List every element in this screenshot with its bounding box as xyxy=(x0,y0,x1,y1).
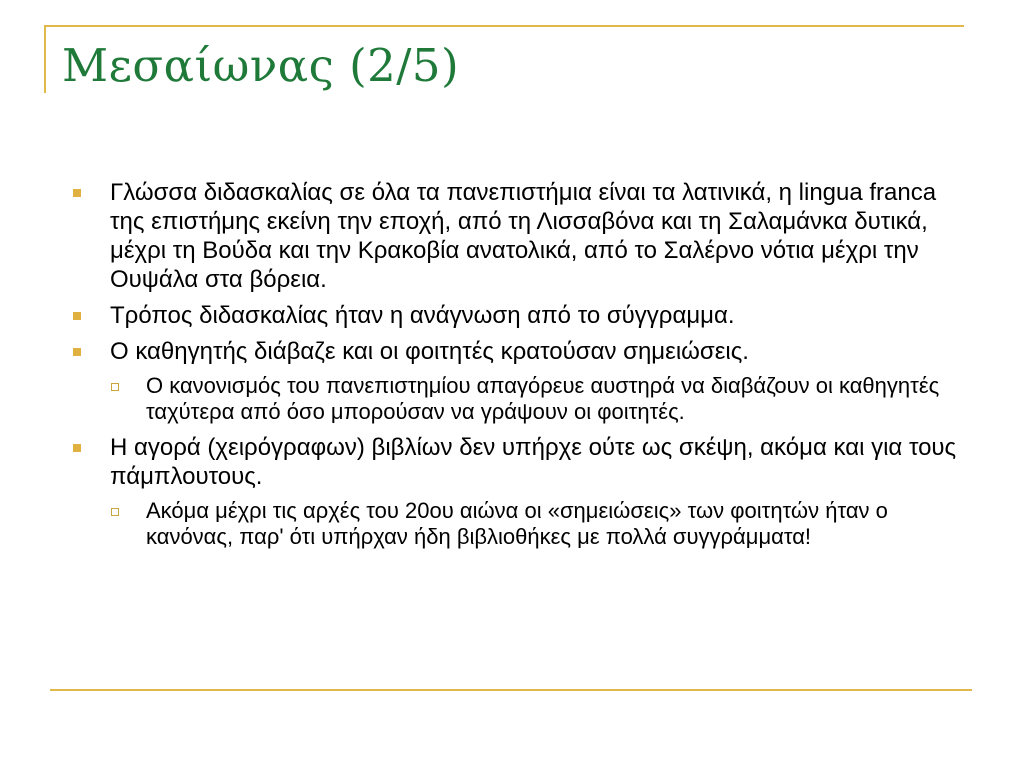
hollow-square-bullet-icon xyxy=(111,508,119,516)
left-rule xyxy=(44,25,46,93)
bullet-item xyxy=(70,433,975,491)
hollow-square-bullet-icon xyxy=(111,383,119,391)
bullet-text: Η αγορά (χειρόγραφων) βιβλίων δεν υπήρχε ούτε ως σκέψη, ακόμα και για τους πάμπλουτους. xyxy=(110,434,957,490)
bullet-item xyxy=(70,337,975,366)
square-bullet-icon xyxy=(73,444,81,452)
slide-content xyxy=(70,178,975,558)
top-rule xyxy=(44,25,964,27)
bottom-rule xyxy=(50,689,972,691)
bullet-text: Ο καθηγητής διάβαζε και οι φοιτητές κρατούσαν σημειώσεις. xyxy=(110,338,749,365)
sub-bullet-text: Ο κανονισμός του πανεπιστημίου απαγόρευε αυστηρά να διαβάζουν οι καθηγητές ταχύτερα από όσο μπορούσαν να γράψουν οι φοιτητές. xyxy=(146,373,940,424)
sub-bullet-text: Ακόμα μέχρι τις αρχές του 20ου αιώνα οι «σημειώσεις» των φοιτητών ήταν ο κανόνας, παρ' ότι υπήρχαν ήδη βιβλιοθήκες με πολλά συγγράμματα! xyxy=(146,498,888,549)
square-bullet-icon xyxy=(73,189,81,197)
bullet-item xyxy=(70,178,975,294)
bullet-item xyxy=(70,301,975,330)
slide-title: Μεσαίωνας (2/5) xyxy=(62,39,460,92)
sub-bullet-item xyxy=(70,498,975,550)
square-bullet-icon xyxy=(73,312,81,320)
bullet-text: Γλώσσα διδασκαλίας σε όλα τα πανεπιστήμια είναι τα λατινικά, η lingua franca της επιστήμης εκείνη την εποχή, από τη Λισσαβόνα και τη Σαλαμάνκα δυτικά, μέχρι τη Βούδα και την Κρακοβία ανατολικά, από το Σαλέρνο νότια μέχρι την Ουψάλα στα βόρεια. xyxy=(110,179,937,293)
square-bullet-icon xyxy=(73,348,81,356)
bullet-text: Τρόπος διδασκαλίας ήταν η ανάγνωση από το σύγγραμμα. xyxy=(110,302,735,329)
sub-bullet-item xyxy=(70,373,975,425)
